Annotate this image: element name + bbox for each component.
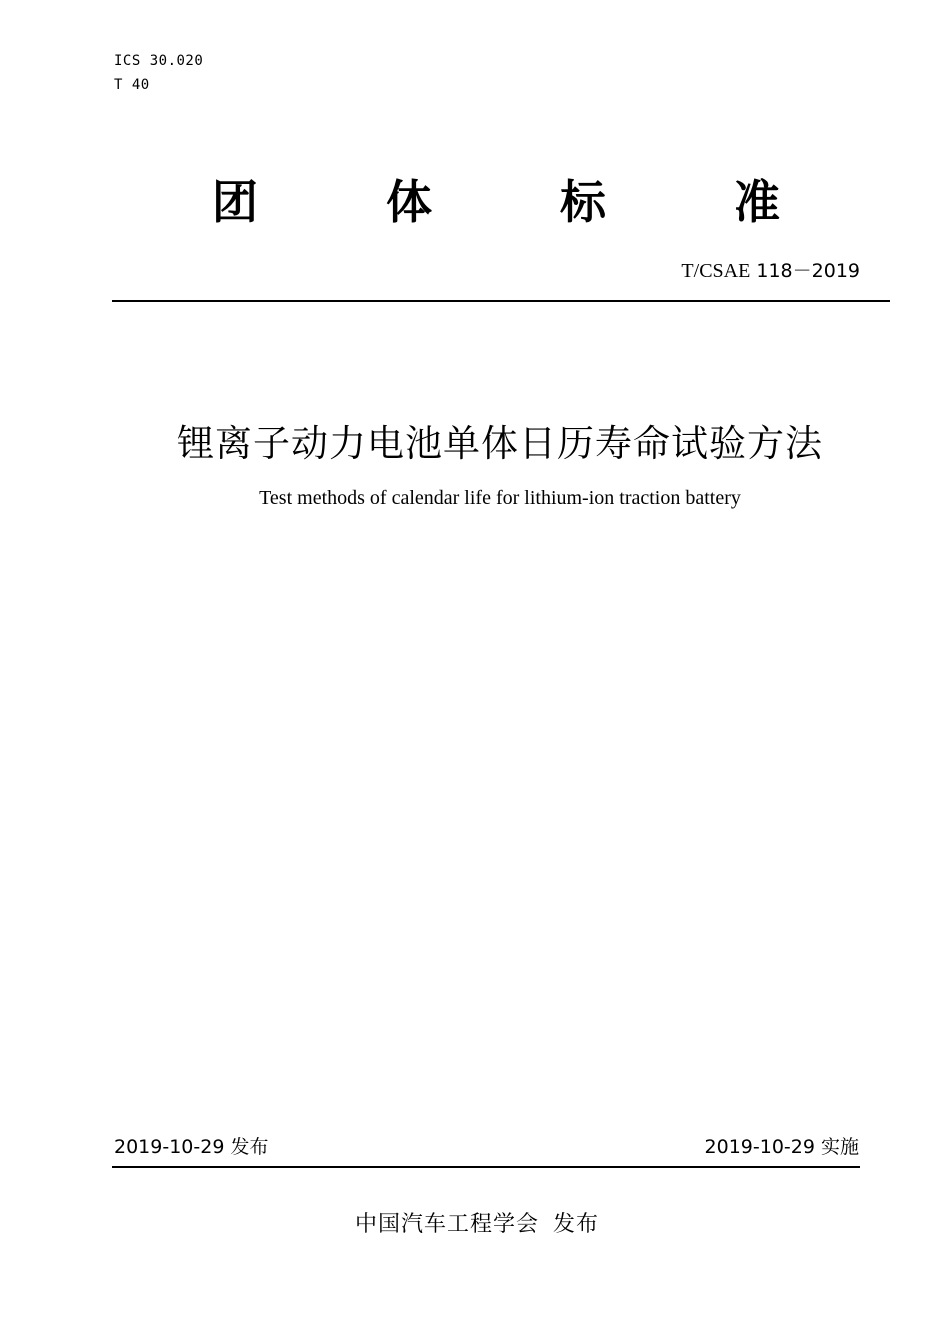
category-char-1: 团 bbox=[212, 175, 258, 229]
document-title-english: Test methods of calendar life for lithium-ion traction battery bbox=[259, 487, 741, 509]
ics-code: ICS 30.020 bbox=[114, 53, 204, 69]
classification-codes bbox=[114, 49, 203, 97]
ccs-code: T 40 bbox=[114, 77, 150, 93]
category-char-3: 标 bbox=[560, 175, 606, 229]
standard-category-title bbox=[150, 170, 850, 240]
implementation-date: 2019-10-29 实施 bbox=[704, 1136, 859, 1158]
document-title-chinese: 锂离子动力电池单体日历寿命试验方法 bbox=[177, 422, 823, 465]
category-char-4: 准 bbox=[734, 175, 780, 229]
standard-number-value: 118－2019 bbox=[756, 260, 860, 282]
publisher-action: 发布 bbox=[553, 1212, 600, 1237]
footer-divider bbox=[112, 1166, 860, 1168]
standard-number-prefix: T/CSAE bbox=[681, 260, 751, 282]
issue-date: 2019-10-29 发布 bbox=[114, 1136, 269, 1158]
header-divider bbox=[112, 300, 890, 302]
category-char-2: 体 bbox=[386, 175, 432, 229]
standard-number bbox=[681, 258, 860, 284]
publisher-line bbox=[355, 1210, 599, 1240]
publisher-organization: 中国汽车工程学会 bbox=[355, 1212, 540, 1237]
